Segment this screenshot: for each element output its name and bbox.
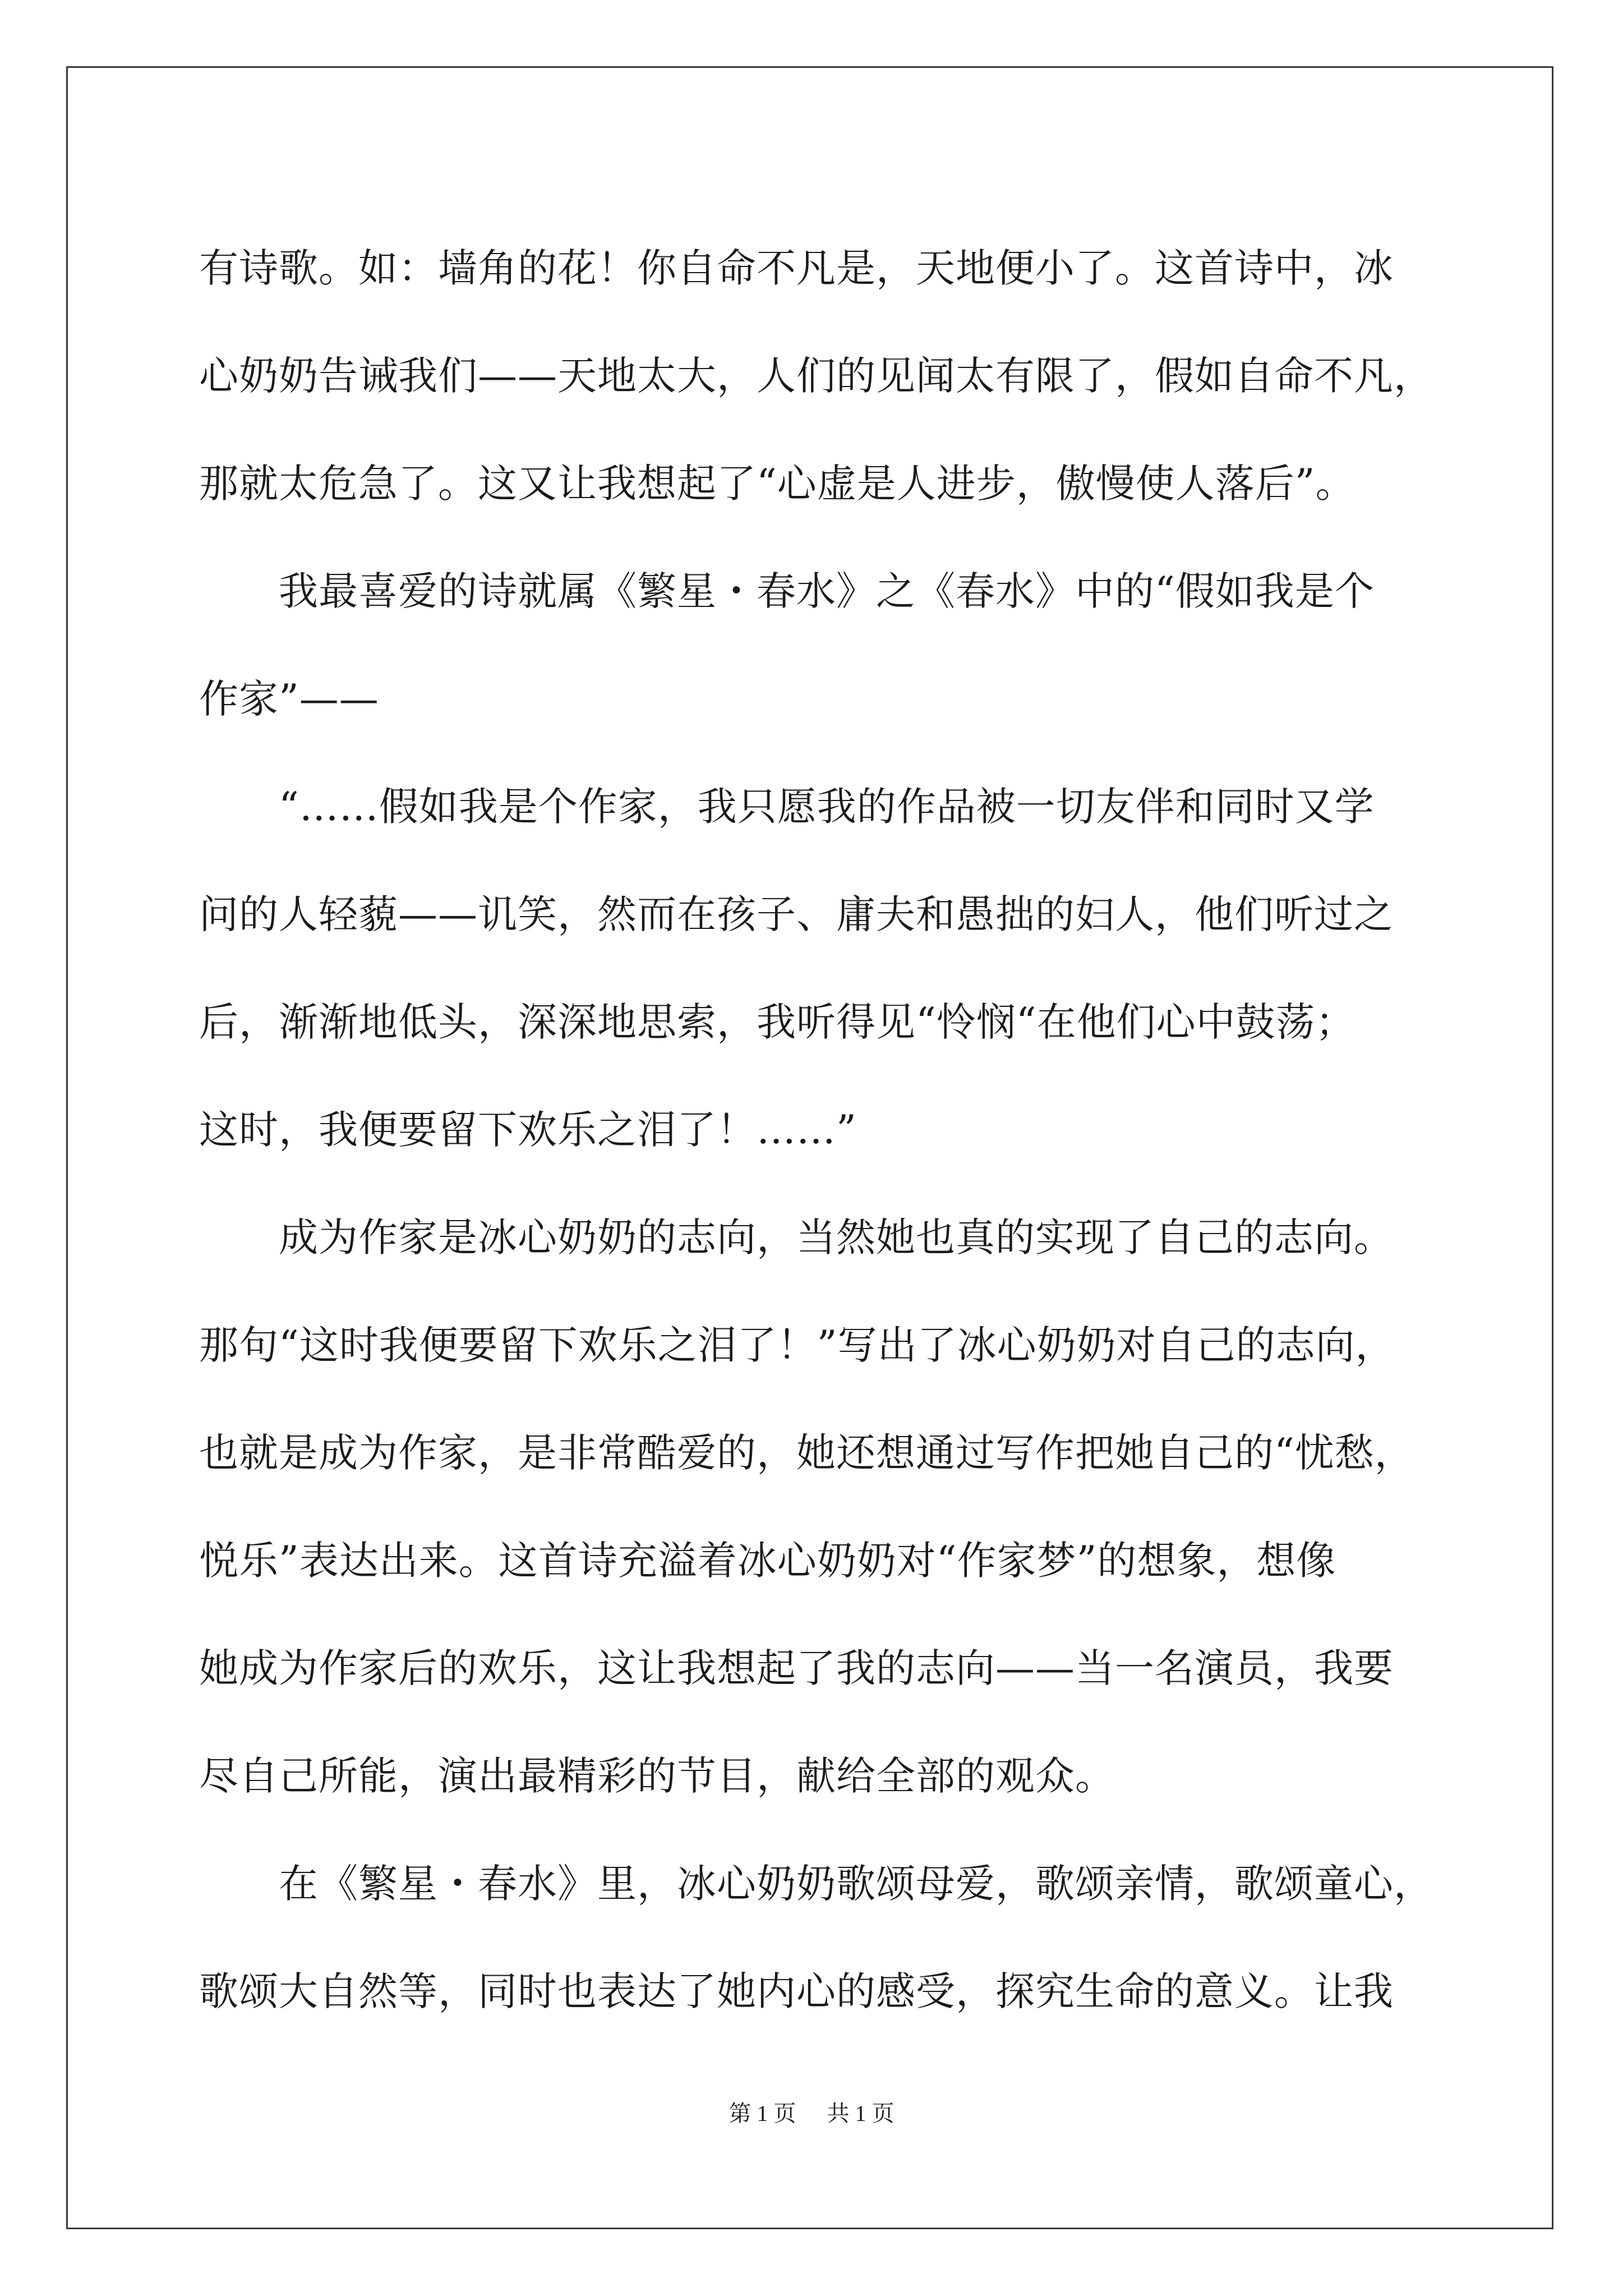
text-line: 歌颂大自然等，同时也表达了她内心的感受，探究生命的意义。让我 [199, 1968, 1394, 2014]
body-text [199, 214, 1433, 2045]
text-line: 她成为作家后的欢乐，这让我想起了我的志向——当一名演员，我要 [199, 1645, 1394, 1691]
text-line: 后，渐渐地低头，深深地思索，我听得见“怜悯“在他们心中鼓荡； [199, 999, 1355, 1045]
text-line: 这时，我便要留下欢乐之泪了！……” [199, 1107, 857, 1153]
text-line: “……假如我是个作家，我只愿我的作品被一切友伴和同时又学 [199, 784, 1375, 830]
text-line: 我最喜爱的诗就属《繁星・春水》之《春水》中的“假如我是个 [199, 568, 1375, 614]
text-line: 在《繁星・春水》里，冰心奶奶歌颂母爱，歌颂亲情，歌颂童心， [199, 1861, 1433, 1907]
text-line: 问的人轻藐——讥笑，然而在孩子、庸夫和愚拙的妇人，他们听过之 [199, 891, 1394, 937]
text-line: 成为作家是冰心奶奶的志向，当然她也真的实现了自己的志向。 [199, 1214, 1394, 1260]
text-line: 有诗歌。如：墙角的花！你自命不凡是，天地便小了。这首诗中，冰 [199, 245, 1394, 291]
text-line: 作家”—— [199, 676, 379, 722]
page-number: 第 1 页 [728, 2101, 796, 2126]
page-footer [0, 2097, 1623, 2131]
text-line: 也就是成为作家，是非常酷爱的，她还想通过写作把她自己的“忧愁， [199, 1430, 1414, 1476]
text-line: 悦乐”表达出来。这首诗充溢着冰心奶奶对“作家梦”的想象，想像 [199, 1538, 1336, 1584]
page-total: 共 1 页 [827, 2101, 895, 2126]
text-line: 尽自己所能，演出最精彩的节目，献给全部的观众。 [199, 1753, 1115, 1799]
text-line: 那句“这时我便要留下欢乐之泪了！”写出了冰心奶奶对自己的志向， [199, 1322, 1395, 1368]
text-line: 心奶奶告诫我们——天地太大，人们的见闻太有限了，假如自命不凡， [199, 353, 1433, 399]
text-line: 那就太危急了。这又让我想起了“心虚是人进步，傲慢使人落后”。 [199, 461, 1355, 507]
